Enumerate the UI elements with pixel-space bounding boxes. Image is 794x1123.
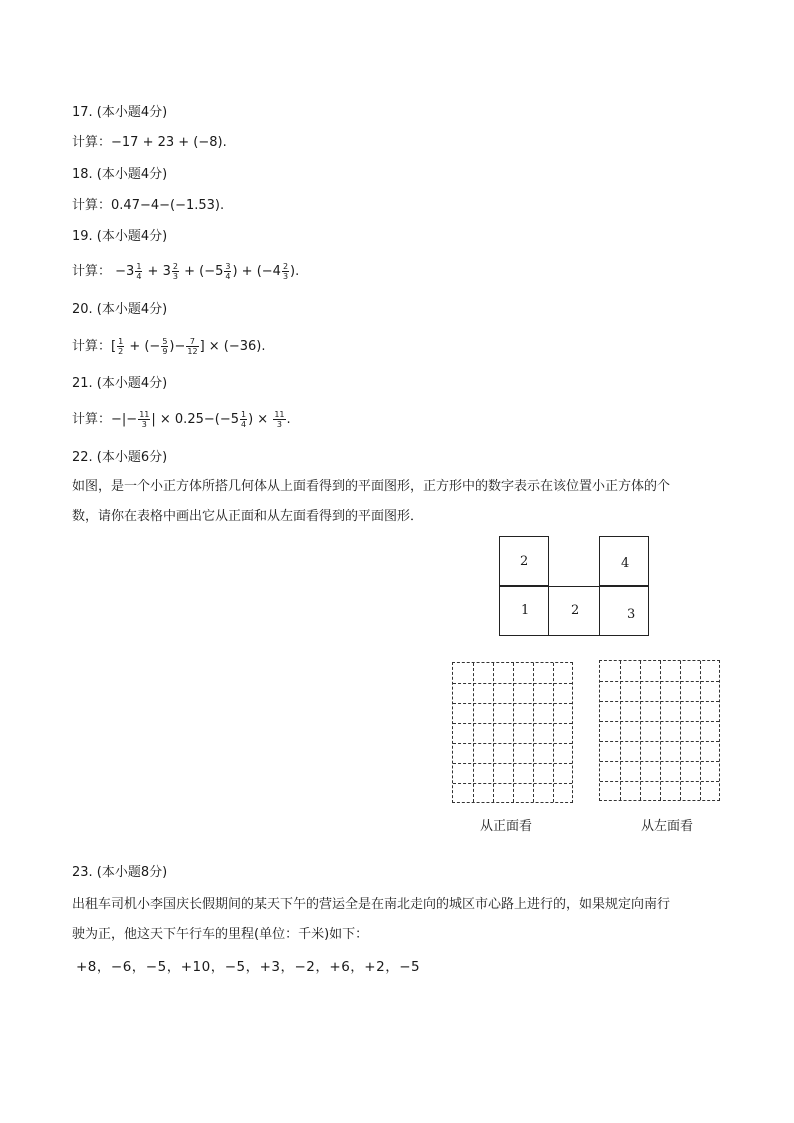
q19-term2: 3 $\frac{2}{3}$ [162,262,178,281]
q20-fraction-3: $\frac{7}{12}$ [187,337,198,356]
q23-mileage-values: +8，−6，−5，+10，−5，+3，−2，+6，+2，−5 [76,959,421,975]
q20-problem: 计算：[ $\frac{1}{2}$ + (− $\frac{5}{9}$ )− $\frac{7}{12}$ ] × (−36). [72,337,266,356]
q17-prefix: 计算： [72,135,112,150]
q21-fraction-1: $\frac{11}{3}$ [139,410,150,429]
caption-front-view: 从正面看 [480,819,533,834]
q19-heading: 19. (本小题4分) [72,229,168,244]
left-view-grid[interactable] [599,660,720,801]
q19-term1: −3 $\frac{1}{4}$ [115,262,142,281]
q22-text-line-1: 如图，是一个小正方体所搭几何体从上面看得到的平面图形，正方形中的数字表示在该位置小正方体的个 [72,479,671,494]
q19-term3: −5 $\frac{3}{4}$ [204,262,231,281]
q19-term4: −4 $\frac{2}{3}$ [261,262,289,281]
front-view-grid[interactable] [452,662,573,803]
q18-problem [72,197,224,215]
q18-expression: 0.47−4−(−1.53) [111,198,220,213]
q17-expression: −17 + 23 + (−8) [111,135,223,150]
q23-text [72,890,722,950]
q22-text-line-2: 数，请你在表格中画出它从正面和从左面看得到的平面图形． [72,509,424,524]
q20-fraction-1: $\frac{1}{2}$ [118,337,124,356]
q18-period: . [220,198,225,213]
top-view-cell: 2 [499,536,549,586]
q21-mixed-fraction: $\frac{1}{4}$ [241,410,247,429]
top-view-cell: 1 [499,586,549,636]
caption-left-view: 从左面看 [641,819,694,834]
q21-problem: 计算：−|− $\frac{11}{3}$ | × 0.25−(−5 $\frac{1}{4}$ ) × $\frac{11}{3}$ . [72,410,291,429]
q23-heading: 23. (本小题8分) [72,865,168,880]
q18-heading: 18. (本小题4分) [72,167,168,182]
q21-heading: 21. (本小题4分) [72,376,168,391]
q21-fraction-2: $\frac{11}{3}$ [274,410,285,429]
top-view-diagram [499,536,651,638]
q23-text-line-1: 出租车司机小李国庆长假期间的某天下午的营运全是在南北走向的城区市心路上进行的，如果规定向南行 [72,897,671,912]
top-view-cell: 3 [599,586,649,636]
q19-prefix: 计算： [72,264,112,279]
q19-problem: 计算： −3 $\frac{1}{4}$ + 3 $\frac{2}{3}$ + (−5 $\frac{3}{4}$ ) + (−4 $\frac{2}{3}$ ). [72,262,300,281]
q18-prefix: 计算： [72,198,112,213]
q20-prefix: 计算： [72,339,112,354]
q22-heading: 22. (本小题6分) [72,450,168,465]
q17-problem [72,134,227,152]
q23-text-line-2: 驶为正，他这天下午行车的里程(单位：千米)如下： [72,927,369,942]
q21-prefix: 计算： [72,412,112,427]
top-view-cell: 2 [549,586,599,636]
q20-heading: 20. (本小题4分) [72,302,168,317]
q17-heading: 17. (本小题4分) [72,105,168,120]
top-view-cell: 4 [599,536,649,586]
q22-text [72,472,722,532]
q20-fraction-2: $\frac{5}{9}$ [162,337,168,356]
q17-period: . [222,135,227,150]
